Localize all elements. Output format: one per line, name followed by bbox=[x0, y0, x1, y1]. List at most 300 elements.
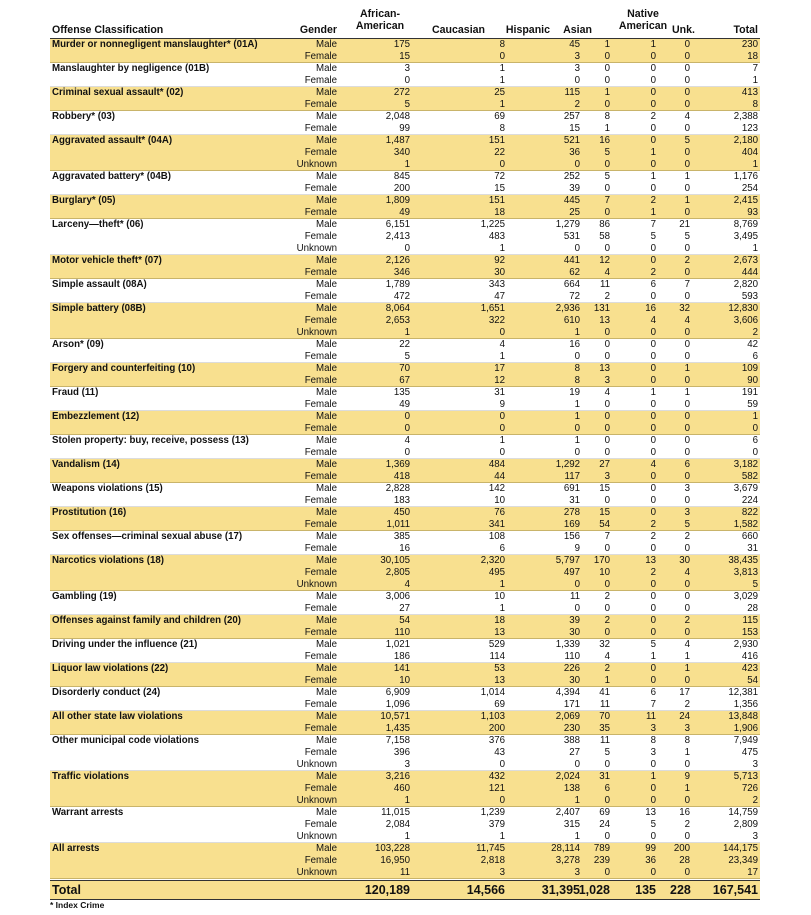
cell-total: 2,180 bbox=[733, 135, 758, 146]
cell-gender: Female bbox=[304, 291, 337, 302]
offense-label: Criminal sexual assault* (02) bbox=[52, 87, 184, 98]
cell-asian: 15 bbox=[599, 507, 610, 518]
cell-total: 13,848 bbox=[728, 711, 758, 722]
cell-caucasian: 1 bbox=[499, 579, 505, 590]
cell-native-american: 2 bbox=[650, 267, 656, 278]
cell-native-american: 1 bbox=[650, 171, 656, 182]
table-row bbox=[50, 411, 760, 423]
cell-native-american: 7 bbox=[650, 699, 656, 710]
offense-label: Disorderly conduct (24) bbox=[52, 687, 161, 698]
table-row bbox=[50, 555, 760, 567]
total-asian: 1,028 bbox=[578, 883, 610, 897]
cell-native-american: 2 bbox=[650, 567, 656, 578]
cell-unknown: 21 bbox=[679, 219, 690, 230]
cell-unknown: 1 bbox=[684, 387, 690, 398]
cell-hispanic: 171 bbox=[563, 699, 580, 710]
cell-total: 144,175 bbox=[722, 843, 758, 854]
cell-native-american: 0 bbox=[650, 51, 656, 62]
cell-total: 90 bbox=[747, 375, 758, 386]
cell-total: 1 bbox=[752, 75, 758, 86]
offense-group bbox=[50, 135, 760, 171]
cell-caucasian: 17 bbox=[494, 363, 505, 374]
cell-asian: 0 bbox=[604, 75, 610, 86]
cell-unknown: 4 bbox=[684, 639, 690, 650]
cell-total: 93 bbox=[747, 207, 758, 218]
cell-hispanic: 27 bbox=[569, 747, 580, 758]
footnote: * Index Crime bbox=[50, 900, 105, 910]
cell-unknown: 0 bbox=[684, 327, 690, 338]
cell-hispanic: 156 bbox=[563, 531, 580, 542]
cell-caucasian: 72 bbox=[494, 171, 505, 182]
cell-total: 5 bbox=[752, 579, 758, 590]
cell-asian: 13 bbox=[599, 315, 610, 326]
cell-caucasian: 31 bbox=[494, 387, 505, 398]
cell-caucasian: 1 bbox=[499, 63, 505, 74]
cell-native-american: 2 bbox=[650, 531, 656, 542]
cell-unknown: 0 bbox=[684, 759, 690, 770]
cell-native-american: 16 bbox=[645, 303, 656, 314]
cell-caucasian: 341 bbox=[488, 519, 505, 530]
table-row bbox=[50, 735, 760, 747]
offense-label: Warrant arrests bbox=[52, 807, 124, 818]
cell-asian: 0 bbox=[604, 51, 610, 62]
cell-unknown: 0 bbox=[684, 159, 690, 170]
cell-asian: 58 bbox=[599, 231, 610, 242]
table-row bbox=[50, 39, 760, 51]
cell-caucasian: 0 bbox=[499, 759, 505, 770]
cell-unknown: 0 bbox=[684, 51, 690, 62]
cell-gender: Female bbox=[304, 723, 337, 734]
offense-label: Larceny—theft* (06) bbox=[52, 219, 144, 230]
cell-hispanic: 2,024 bbox=[555, 771, 580, 782]
cell-african-american: 0 bbox=[404, 243, 410, 254]
cell-hispanic: 115 bbox=[564, 87, 580, 98]
cell-total: 17 bbox=[747, 867, 758, 878]
cell-asian: 0 bbox=[604, 207, 610, 218]
cell-hispanic: 1,292 bbox=[555, 459, 580, 470]
cell-total: 5,713 bbox=[733, 771, 758, 782]
cell-total: 416 bbox=[741, 651, 758, 662]
cell-unknown: 3 bbox=[684, 507, 690, 518]
cell-total: 23,349 bbox=[728, 855, 758, 866]
cell-asian: 0 bbox=[604, 867, 610, 878]
cell-unknown: 0 bbox=[684, 147, 690, 158]
table-row bbox=[50, 843, 760, 855]
cell-asian: 41 bbox=[599, 687, 610, 698]
cell-hispanic: 497 bbox=[563, 567, 580, 578]
cell-native-american: 0 bbox=[650, 243, 656, 254]
cell-hispanic: 252 bbox=[563, 171, 580, 182]
cell-african-american: 141 bbox=[393, 663, 410, 674]
cell-native-american: 0 bbox=[650, 99, 656, 110]
cell-total: 2,820 bbox=[733, 279, 758, 290]
cell-hispanic: 1,279 bbox=[555, 219, 580, 230]
cell-total: 14,759 bbox=[728, 807, 758, 818]
cell-asian: 1 bbox=[604, 675, 610, 686]
cell-caucasian: 1 bbox=[499, 603, 505, 614]
cell-hispanic: 610 bbox=[563, 315, 580, 326]
cell-native-american: 6 bbox=[650, 687, 656, 698]
cell-caucasian: 200 bbox=[488, 723, 505, 734]
cell-native-american: 5 bbox=[650, 231, 656, 242]
total-african-american: 120,189 bbox=[364, 883, 410, 897]
cell-unknown: 3 bbox=[684, 483, 690, 494]
cell-hispanic: 1 bbox=[574, 411, 580, 422]
table-row bbox=[50, 135, 760, 147]
offense-group bbox=[50, 711, 760, 735]
offense-group bbox=[50, 507, 760, 531]
cell-hispanic: 39 bbox=[569, 183, 580, 194]
cell-total: 153 bbox=[741, 627, 758, 638]
cell-hispanic: 72 bbox=[569, 291, 580, 302]
cell-total: 18 bbox=[747, 51, 758, 62]
cell-total: 8 bbox=[752, 99, 758, 110]
cell-african-american: 4 bbox=[404, 579, 410, 590]
cell-native-american: 0 bbox=[650, 183, 656, 194]
cell-caucasian: 432 bbox=[488, 771, 505, 782]
cell-asian: 4 bbox=[604, 651, 610, 662]
cell-native-american: 8 bbox=[650, 735, 656, 746]
cell-native-american: 1 bbox=[650, 651, 656, 662]
cell-gender: Male bbox=[316, 255, 337, 266]
offense-label: Aggravated battery* (04B) bbox=[52, 171, 171, 182]
cell-unknown: 0 bbox=[684, 207, 690, 218]
cell-native-american: 0 bbox=[650, 339, 656, 350]
cell-total: 42 bbox=[747, 339, 758, 350]
group-divider bbox=[50, 878, 760, 879]
offense-group bbox=[50, 87, 760, 111]
cell-total: 230 bbox=[741, 39, 758, 50]
cell-native-american: 5 bbox=[650, 639, 656, 650]
cell-native-american: 0 bbox=[650, 363, 656, 374]
cell-total: 7 bbox=[752, 63, 758, 74]
cell-hispanic: 3,278 bbox=[555, 855, 580, 866]
cell-native-american: 3 bbox=[650, 723, 656, 734]
cell-asian: 0 bbox=[604, 411, 610, 422]
offense-group bbox=[50, 687, 760, 711]
cell-gender: Male bbox=[316, 663, 337, 674]
cell-caucasian: 22 bbox=[494, 147, 505, 158]
cell-hispanic: 117 bbox=[564, 471, 580, 482]
cell-asian: 2 bbox=[604, 663, 610, 674]
cell-asian: 12 bbox=[599, 255, 610, 266]
cell-gender: Female bbox=[304, 51, 337, 62]
table-row bbox=[50, 483, 760, 495]
cell-caucasian: 8 bbox=[499, 123, 505, 134]
cell-gender: Male bbox=[316, 711, 337, 722]
cell-gender: Male bbox=[316, 735, 337, 746]
cell-caucasian: 13 bbox=[494, 675, 505, 686]
cell-total: 2,930 bbox=[733, 639, 758, 650]
cell-total: 109 bbox=[741, 363, 758, 374]
table-body bbox=[50, 39, 760, 879]
cell-gender: Male bbox=[316, 135, 337, 146]
header-gender: Gender bbox=[299, 24, 337, 36]
cell-african-american: 2,084 bbox=[385, 819, 410, 830]
cell-caucasian: 0 bbox=[499, 411, 505, 422]
cell-african-american: 0 bbox=[404, 423, 410, 434]
cell-hispanic: 2,069 bbox=[555, 711, 580, 722]
header-offense: Offense Classification bbox=[52, 24, 164, 36]
cell-hispanic: 19 bbox=[569, 387, 580, 398]
cell-gender: Female bbox=[304, 207, 337, 218]
header-asian: Asian bbox=[563, 24, 592, 36]
cell-caucasian: 495 bbox=[488, 567, 505, 578]
cell-native-american: 6 bbox=[650, 279, 656, 290]
cell-african-american: 0 bbox=[404, 447, 410, 458]
cell-gender: Male bbox=[316, 303, 337, 314]
cell-asian: 11 bbox=[599, 279, 610, 290]
cell-hispanic: 230 bbox=[563, 723, 580, 734]
cell-native-american: 0 bbox=[650, 483, 656, 494]
cell-african-american: 340 bbox=[393, 147, 410, 158]
cell-total: 822 bbox=[741, 507, 758, 518]
cell-native-american: 0 bbox=[650, 63, 656, 74]
table-row bbox=[50, 363, 760, 375]
cell-asian: 7 bbox=[604, 531, 610, 542]
cell-asian: 0 bbox=[604, 495, 610, 506]
table-row bbox=[50, 231, 760, 243]
cell-african-american: 27 bbox=[399, 603, 410, 614]
cell-gender: Male bbox=[316, 411, 337, 422]
header-native-american: Native American bbox=[618, 8, 668, 32]
cell-native-american: 13 bbox=[645, 807, 656, 818]
cell-gender: Female bbox=[304, 747, 337, 758]
cell-african-american: 49 bbox=[399, 399, 410, 410]
cell-asian: 15 bbox=[599, 483, 610, 494]
cell-native-american: 0 bbox=[650, 675, 656, 686]
cell-total: 404 bbox=[741, 147, 758, 158]
cell-unknown: 2 bbox=[684, 699, 690, 710]
cell-hispanic: 0 bbox=[574, 75, 580, 86]
cell-native-american: 36 bbox=[645, 855, 656, 866]
cell-asian: 0 bbox=[604, 327, 610, 338]
cell-hispanic: 0 bbox=[574, 243, 580, 254]
cell-african-american: 5 bbox=[404, 99, 410, 110]
cell-hispanic: 15 bbox=[569, 123, 580, 134]
cell-caucasian: 43 bbox=[494, 747, 505, 758]
cell-caucasian: 151 bbox=[488, 195, 505, 206]
cell-hispanic: 0 bbox=[574, 447, 580, 458]
cell-caucasian: 1 bbox=[499, 435, 505, 446]
cell-native-american: 0 bbox=[650, 327, 656, 338]
cell-gender: Male bbox=[316, 639, 337, 650]
cell-gender: Female bbox=[304, 627, 337, 638]
cell-caucasian: 15 bbox=[494, 183, 505, 194]
cell-caucasian: 108 bbox=[488, 531, 505, 542]
cell-hispanic: 62 bbox=[569, 267, 580, 278]
table-row bbox=[50, 195, 760, 207]
cell-total: 2,809 bbox=[733, 819, 758, 830]
cell-native-american: 3 bbox=[650, 747, 656, 758]
table-row bbox=[50, 663, 760, 675]
cell-african-american: 1 bbox=[404, 159, 410, 170]
cell-hispanic: 110 bbox=[564, 651, 580, 662]
cell-african-american: 2,805 bbox=[385, 567, 410, 578]
cell-unknown: 2 bbox=[684, 819, 690, 830]
cell-asian: 0 bbox=[604, 759, 610, 770]
cell-gender: Male bbox=[316, 555, 337, 566]
offense-label: Sex offenses—criminal sexual abuse (17) bbox=[52, 531, 243, 542]
offense-group bbox=[50, 663, 760, 687]
cell-african-american: 11 bbox=[399, 867, 410, 878]
cell-african-american: 460 bbox=[393, 783, 410, 794]
cell-asian: 1 bbox=[604, 87, 610, 98]
cell-african-american: 49 bbox=[399, 207, 410, 218]
cell-asian: 32 bbox=[599, 639, 610, 650]
offense-label: Narcotics violations (18) bbox=[52, 555, 164, 566]
cell-caucasian: 1,225 bbox=[480, 219, 505, 230]
cell-african-american: 385 bbox=[393, 531, 410, 542]
cell-total: 224 bbox=[741, 495, 758, 506]
cell-native-american: 0 bbox=[650, 495, 656, 506]
cell-caucasian: 376 bbox=[488, 735, 505, 746]
table-row bbox=[50, 807, 760, 819]
cell-native-american: 0 bbox=[650, 783, 656, 794]
cell-asian: 3 bbox=[604, 375, 610, 386]
cell-native-american: 1 bbox=[650, 771, 656, 782]
cell-asian: 0 bbox=[604, 627, 610, 638]
cell-african-american: 110 bbox=[394, 627, 410, 638]
cell-asian: 54 bbox=[599, 519, 610, 530]
cell-unknown: 7 bbox=[684, 279, 690, 290]
cell-native-american: 0 bbox=[650, 591, 656, 602]
total-total: 167,541 bbox=[712, 883, 758, 897]
cell-caucasian: 151 bbox=[488, 135, 505, 146]
cell-native-american: 0 bbox=[650, 135, 656, 146]
cell-asian: 0 bbox=[604, 243, 610, 254]
cell-unknown: 8 bbox=[684, 735, 690, 746]
cell-gender: Male bbox=[316, 39, 337, 50]
cell-hispanic: 3 bbox=[574, 63, 580, 74]
cell-native-american: 0 bbox=[650, 831, 656, 842]
offense-group bbox=[50, 615, 760, 639]
offense-label: Murder or nonnegligent manslaughter* (01A) bbox=[52, 39, 258, 50]
cell-caucasian: 53 bbox=[494, 663, 505, 674]
cell-african-american: 11,015 bbox=[381, 807, 410, 818]
offense-group bbox=[50, 639, 760, 663]
table-row bbox=[50, 303, 760, 315]
cell-total: 1 bbox=[752, 243, 758, 254]
cell-gender: Female bbox=[304, 519, 337, 530]
offense-label: Other municipal code violations bbox=[52, 735, 199, 746]
cell-unknown: 1 bbox=[684, 363, 690, 374]
cell-hispanic: 0 bbox=[574, 423, 580, 434]
cell-caucasian: 0 bbox=[499, 795, 505, 806]
cell-total: 3 bbox=[752, 759, 758, 770]
cell-native-american: 0 bbox=[650, 375, 656, 386]
cell-caucasian: 18 bbox=[494, 207, 505, 218]
cell-native-american: 0 bbox=[650, 255, 656, 266]
cell-gender: Male bbox=[316, 507, 337, 518]
cell-african-american: 7,158 bbox=[385, 735, 410, 746]
offense-label: Gambling (19) bbox=[52, 591, 117, 602]
cell-asian: 4 bbox=[604, 387, 610, 398]
cell-african-american: 845 bbox=[393, 171, 410, 182]
cell-caucasian: 2,320 bbox=[480, 555, 505, 566]
cell-asian: 35 bbox=[599, 723, 610, 734]
cell-gender: Male bbox=[316, 591, 337, 602]
cell-caucasian: 10 bbox=[494, 591, 505, 602]
cell-asian: 0 bbox=[604, 435, 610, 446]
cell-gender: Female bbox=[304, 423, 337, 434]
cell-asian: 70 bbox=[599, 711, 610, 722]
cell-total: 423 bbox=[741, 663, 758, 674]
cell-african-american: 3,006 bbox=[385, 591, 410, 602]
cell-total: 12,381 bbox=[728, 687, 758, 698]
total-hispanic: 31,395 bbox=[541, 883, 580, 897]
cell-hispanic: 0 bbox=[574, 759, 580, 770]
cell-asian: 11 bbox=[599, 735, 610, 746]
cell-asian: 8 bbox=[604, 111, 610, 122]
cell-caucasian: 0 bbox=[499, 447, 505, 458]
cell-unknown: 0 bbox=[684, 495, 690, 506]
cell-gender: Female bbox=[304, 543, 337, 554]
cell-caucasian: 92 bbox=[494, 255, 505, 266]
cell-african-american: 1,435 bbox=[385, 723, 410, 734]
cell-hispanic: 169 bbox=[563, 519, 580, 530]
cell-total: 593 bbox=[741, 291, 758, 302]
cell-unknown: 6 bbox=[684, 459, 690, 470]
cell-total: 3,182 bbox=[733, 459, 758, 470]
offense-group bbox=[50, 807, 760, 843]
table-row bbox=[50, 63, 760, 75]
cell-total: 123 bbox=[741, 123, 758, 134]
cell-caucasian: 343 bbox=[488, 279, 505, 290]
cell-gender: Female bbox=[304, 855, 337, 866]
cell-total: 1,356 bbox=[733, 699, 758, 710]
cell-hispanic: 11 bbox=[569, 591, 580, 602]
cell-caucasian: 2,818 bbox=[480, 855, 505, 866]
cell-hispanic: 0 bbox=[574, 159, 580, 170]
cell-caucasian: 11,745 bbox=[476, 843, 505, 854]
cell-gender: Female bbox=[304, 375, 337, 386]
cell-african-american: 6,909 bbox=[385, 687, 410, 698]
offense-label: Aggravated assault* (04A) bbox=[52, 135, 173, 146]
offense-label: Simple assault (08A) bbox=[52, 279, 147, 290]
cell-native-american: 0 bbox=[650, 87, 656, 98]
table-row bbox=[50, 87, 760, 99]
cell-unknown: 1 bbox=[684, 195, 690, 206]
cell-gender: Male bbox=[316, 687, 337, 698]
cell-gender: Female bbox=[304, 267, 337, 278]
cell-gender: Male bbox=[316, 483, 337, 494]
cell-unknown: 5 bbox=[684, 135, 690, 146]
cell-african-american: 418 bbox=[393, 471, 410, 482]
cell-gender: Unknown bbox=[296, 243, 337, 254]
cell-unknown: 0 bbox=[684, 291, 690, 302]
cell-total: 1,582 bbox=[733, 519, 758, 530]
cell-total: 413 bbox=[741, 87, 758, 98]
cell-total: 8,769 bbox=[733, 219, 758, 230]
offense-group bbox=[50, 555, 760, 591]
cell-hispanic: 1 bbox=[574, 435, 580, 446]
cell-asian: 69 bbox=[599, 807, 610, 818]
cell-native-american: 0 bbox=[650, 471, 656, 482]
offense-group bbox=[50, 387, 760, 411]
cell-total: 59 bbox=[747, 399, 758, 410]
cell-total: 1 bbox=[752, 411, 758, 422]
offense-label: Simple battery (08B) bbox=[52, 303, 146, 314]
cell-hispanic: 691 bbox=[563, 483, 580, 494]
cell-unknown: 0 bbox=[684, 603, 690, 614]
cell-gender: Female bbox=[304, 99, 337, 110]
cell-african-american: 186 bbox=[393, 651, 410, 662]
cell-gender: Unknown bbox=[296, 159, 337, 170]
cell-african-american: 30,105 bbox=[380, 555, 410, 566]
offense-label: Prostitution (16) bbox=[52, 507, 127, 518]
offense-group bbox=[50, 363, 760, 387]
